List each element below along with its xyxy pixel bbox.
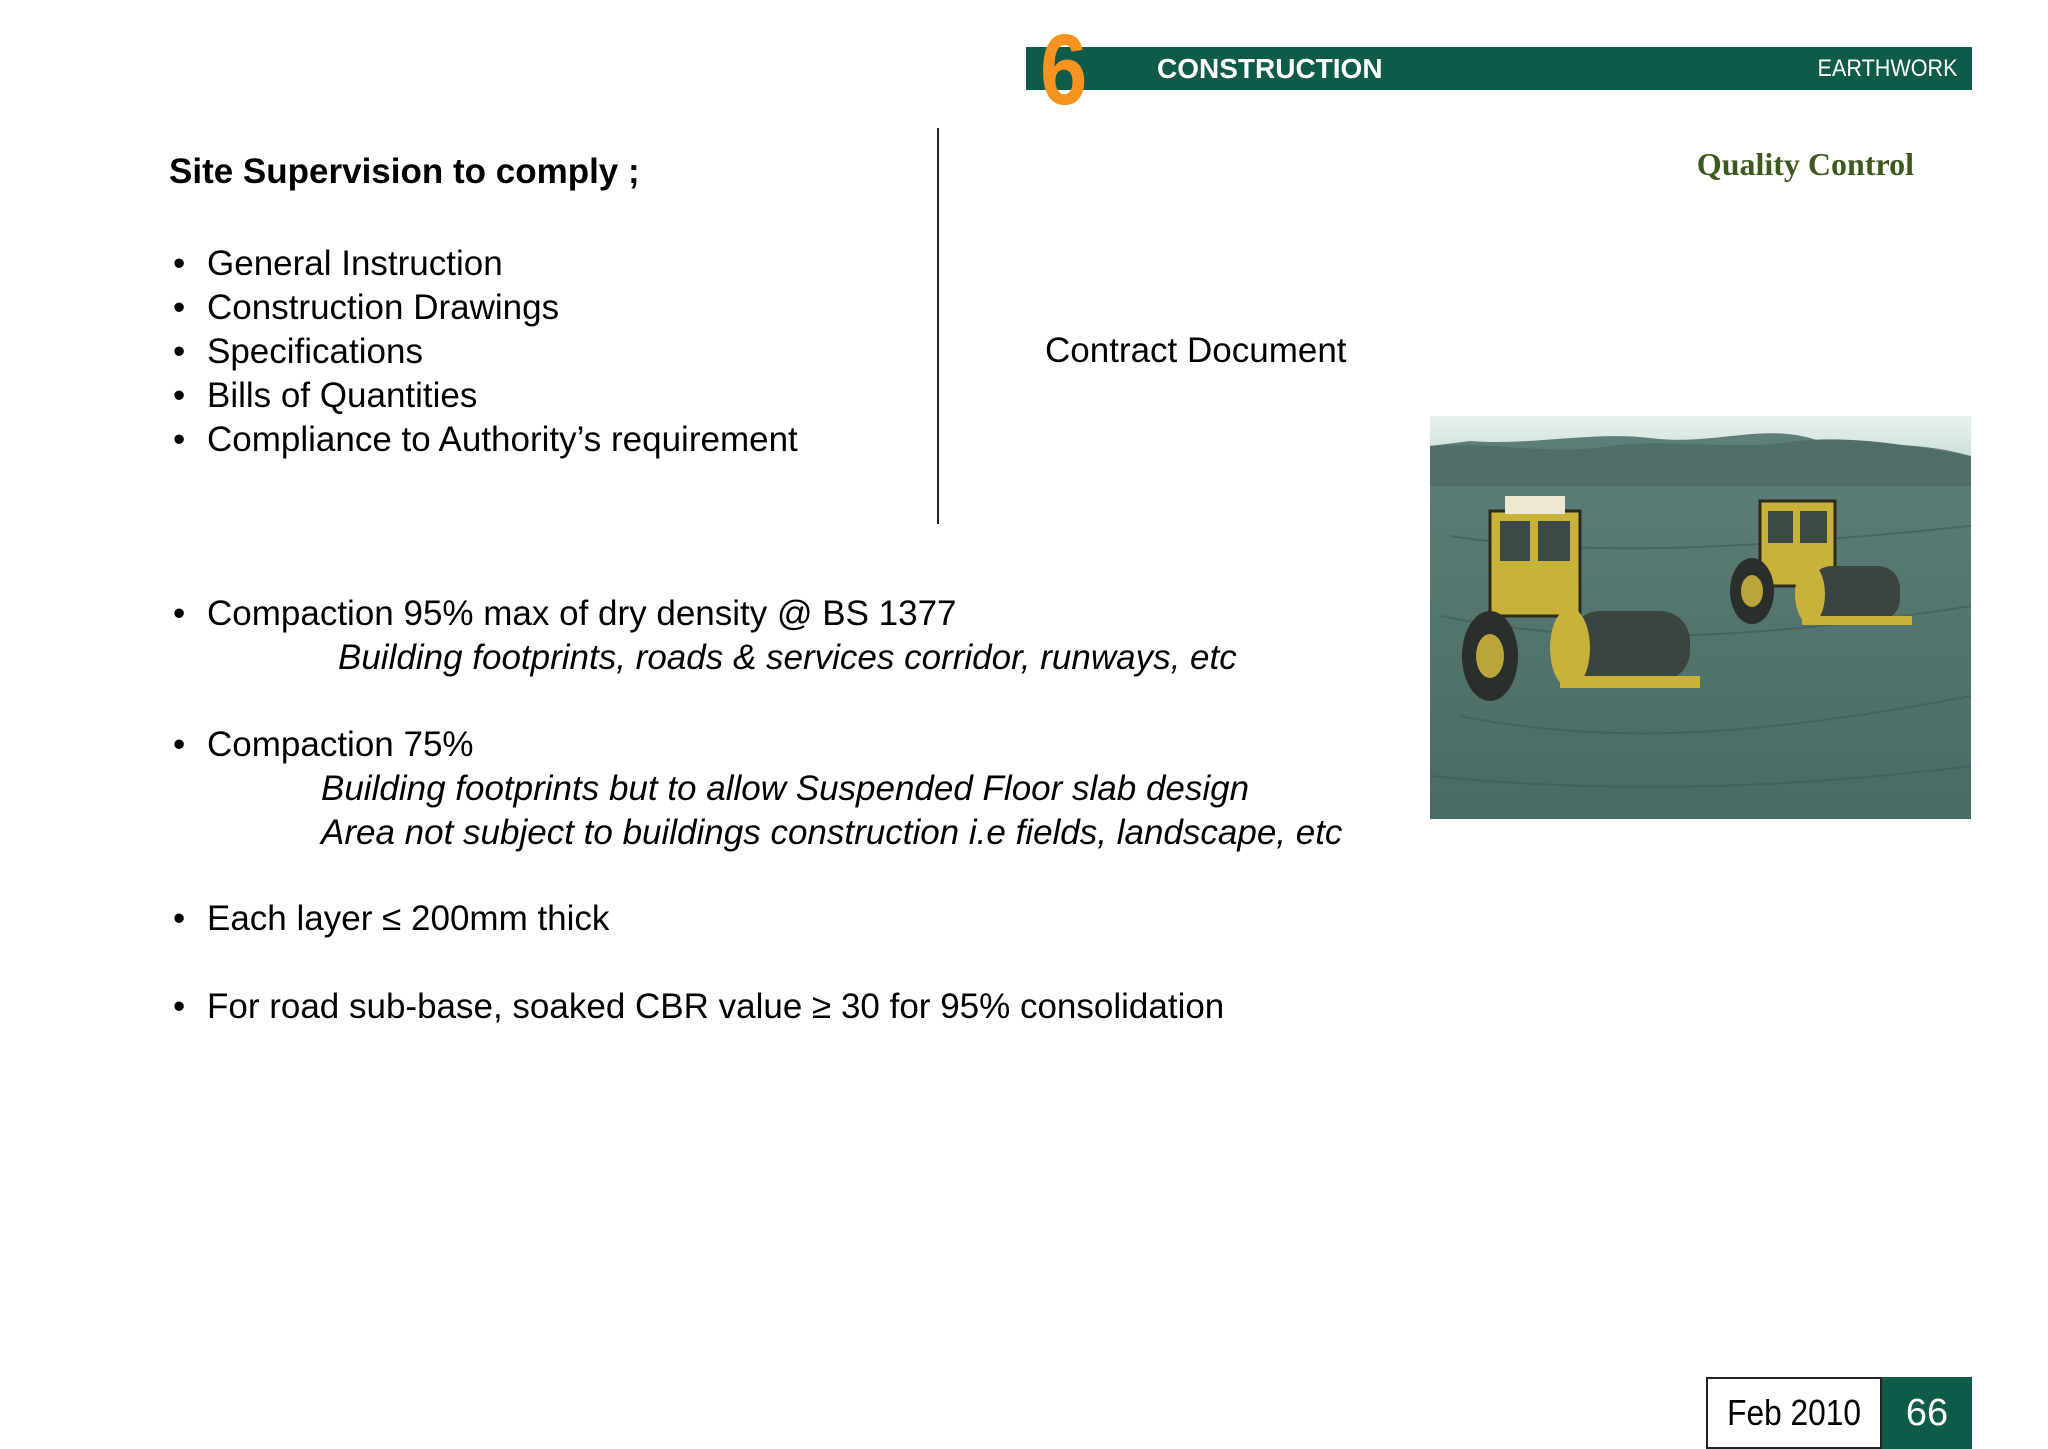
footer-date-text: Feb 2010 bbox=[1727, 1392, 1861, 1433]
bullet: • bbox=[173, 594, 186, 633]
chapter-number: 6 bbox=[1040, 14, 1088, 126]
compaction-75-note: Area not subject to buildings construction i.e fields, landscape, etc bbox=[321, 813, 1343, 852]
compaction-95-note: Building footprints, roads & services corridor, runways, etc bbox=[338, 638, 1237, 677]
bullet: • bbox=[173, 899, 186, 938]
compaction-75-text: Compaction 75% bbox=[207, 725, 474, 764]
header-title: CONSTRUCTION bbox=[1157, 53, 1383, 84]
bullet: • bbox=[173, 725, 186, 764]
list-item: • Compliance to Authority’s requirement bbox=[169, 418, 798, 462]
page-number: 66 bbox=[1882, 1377, 1972, 1449]
layer-thickness-text: Each layer ≤ 200mm thick bbox=[207, 899, 610, 938]
vertical-divider bbox=[937, 128, 939, 524]
list-item: • Bills of Quantities bbox=[169, 374, 798, 418]
list-item: • General Instruction bbox=[169, 242, 798, 286]
comply-list bbox=[169, 242, 798, 462]
list-item: • Specifications bbox=[169, 330, 798, 374]
compactor-photo bbox=[1430, 416, 1971, 819]
header-subtitle: EARTHWORK bbox=[1817, 55, 1958, 82]
footer-date bbox=[1706, 1377, 1882, 1449]
compaction-75-note: Building footprints but to allow Suspended Floor slab design bbox=[321, 769, 1250, 808]
section-title: Quality Control bbox=[1696, 146, 1914, 182]
list-item: • Construction Drawings bbox=[169, 286, 798, 330]
contract-document-label: Contract Document bbox=[1045, 331, 1347, 370]
compaction-95-text: Compaction 95% max of dry density @ BS 1377 bbox=[207, 594, 957, 633]
bullet: • bbox=[173, 987, 186, 1026]
cbr-text: For road sub-base, soaked CBR value ≥ 30 for 95% consolidation bbox=[207, 987, 1225, 1026]
comply-heading: Site Supervision to comply ; bbox=[169, 152, 640, 191]
